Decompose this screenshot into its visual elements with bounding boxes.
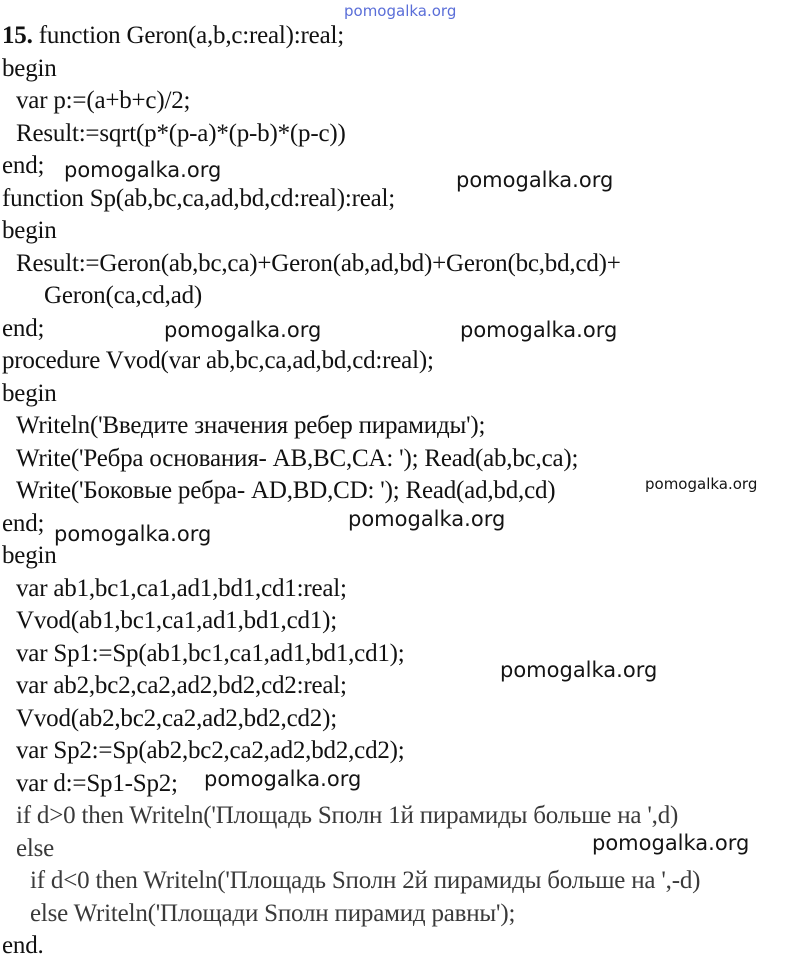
code-line: function Sp(ab,bc,ca,ad,bd,cd:real):real; bbox=[2, 184, 396, 212]
code-line-text: function Geron(a,b,c:real):real; bbox=[32, 22, 344, 49]
code-line: Write('Ребра основания- AB,BC,CA: '); Read(ab,bc,ca); bbox=[16, 444, 579, 472]
code-line: var ab2,bc2,ca2,ad2,bd2,cd2:real; bbox=[16, 672, 347, 699]
watermark: pomogalka.org bbox=[204, 767, 362, 791]
code-line: else bbox=[16, 834, 55, 862]
code-line: else Writeln('Площади Sполн пирамид равны'); bbox=[30, 899, 516, 927]
code-line: Vvod(ab2,bc2,ca2,ad2,bd2,cd2); bbox=[16, 704, 337, 732]
code-line: begin bbox=[2, 542, 57, 569]
code-line: if d<0 then Writeln('Площадь Sполн 2й пирамиды больше на ',-d) bbox=[30, 867, 701, 894]
code-line: Result:=sqrt(p*(p-a)*(p-b)*(p-c)) bbox=[16, 119, 346, 147]
code-line: begin bbox=[2, 54, 57, 82]
code-line bbox=[2, 20, 805, 53]
watermark: pomogalka.org bbox=[456, 168, 614, 192]
code-line: end; bbox=[2, 314, 45, 342]
watermark: pomogalka.org bbox=[592, 831, 750, 855]
watermark-top: pomogalka.org bbox=[344, 2, 457, 20]
code-line: Vvod(ab1,bc1,ca1,ad1,bd1,cd1); bbox=[16, 607, 337, 634]
code-line: end. bbox=[2, 932, 44, 959]
code-line: end; bbox=[2, 152, 45, 179]
watermark: pomogalka.org bbox=[164, 318, 322, 342]
code-line: Writeln('Введите значения ребер пирамиды'); bbox=[16, 412, 486, 439]
watermark: pomogalka.org bbox=[64, 158, 222, 182]
code-line: procedure Vvod(var ab,bc,ca,ad,bd,cd:real); bbox=[2, 347, 434, 374]
code-line: Result:=Geron(ab,bc,ca)+Geron(ab,ad,bd)+Geron(bc,bd,cd)+ bbox=[16, 249, 621, 277]
watermark: pomogalka.org bbox=[645, 475, 758, 493]
code-line: begin bbox=[2, 217, 57, 244]
code-line: var Sp2:=Sp(ab2,bc2,ca2,ad2,bd2,cd2); bbox=[16, 737, 405, 764]
code-line: Geron(ca,cd,ad) bbox=[44, 282, 203, 309]
code-line: end; bbox=[2, 509, 45, 537]
task-number: 15. bbox=[2, 22, 33, 49]
code-line: if d>0 then Writeln('Площадь Sполн 1й пирамиды больше на ',d) bbox=[16, 802, 679, 829]
watermark: pomogalka.org bbox=[460, 318, 618, 342]
watermark: pomogalka.org bbox=[500, 658, 658, 682]
watermark: pomogalka.org bbox=[54, 522, 212, 546]
code-line: var Sp1:=Sp(ab1,bc1,ca1,ad1,bd1,cd1); bbox=[16, 639, 405, 667]
code-line: Write('Боковые ребра- AD,BD,CD: '); Read(ad,bd,cd) bbox=[16, 477, 556, 504]
code-line: begin bbox=[2, 379, 57, 407]
code-line: var d:=Sp1-Sp2; bbox=[16, 769, 178, 797]
watermark: pomogalka.org bbox=[348, 507, 506, 531]
code-line: var p:=(a+b+c)/2; bbox=[16, 87, 191, 114]
code-line: var ab1,bc1,ca1,ad1,bd1,cd1:real; bbox=[16, 574, 347, 602]
